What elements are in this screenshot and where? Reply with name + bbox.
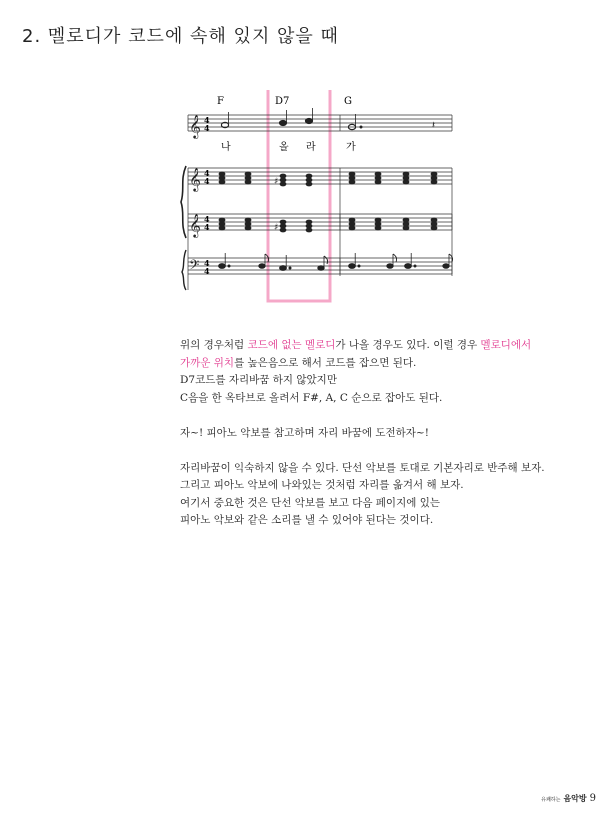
text-segment: 그리고 피아노 악보에 나와있는 것처럼 자리를 옮겨서 해 보자.	[180, 479, 464, 491]
rest-icon: 𝄽	[432, 120, 436, 131]
piano-staff-middle	[188, 214, 452, 230]
text-line	[180, 495, 560, 513]
text-line	[180, 460, 560, 478]
time-signature: 4	[204, 168, 210, 178]
bass-clef-icon: 𝄢	[189, 257, 200, 276]
time-signature: 4	[204, 258, 210, 268]
time-signature: 4	[204, 115, 210, 125]
body-text	[180, 337, 560, 530]
page-heading: 2. 멜로디가 코드에 속해 있지 않을 때	[22, 26, 339, 47]
text-segment: 여기서 중요한 것은 단선 악보를 보고 다음 페이지에 있는	[180, 496, 440, 509]
time-signature: 4	[204, 266, 210, 276]
text-line	[180, 372, 560, 390]
text-line	[180, 425, 560, 443]
time-signature: 4	[204, 176, 210, 186]
chord-symbol: F	[217, 96, 224, 107]
page-number: 9	[589, 793, 596, 804]
chord-symbol: D7	[275, 96, 290, 107]
sheet-music	[180, 90, 460, 310]
text-line	[180, 337, 560, 355]
treble-clef-icon: 𝄞	[189, 213, 201, 237]
text-segment: 위의 경우처럼	[180, 339, 248, 351]
lyric: 라	[306, 142, 316, 153]
text-segment: C음을 한 옥타브로 올려서 F#, A, C 순으로 잡아도 된다.	[180, 391, 443, 404]
highlighted-text: 가까운 위치	[180, 356, 235, 369]
highlighted-text: 멜로디에서	[480, 339, 532, 351]
text-segment: 자~! 피아노 악보를 참고하며 자리 바꿈에 도전하자~!	[180, 426, 429, 439]
lyric: 나	[221, 142, 231, 153]
text-segment: 피아노 악보와 같은 소리를 낼 수 있어야 된다는 것이다.	[180, 514, 434, 526]
text-line	[180, 355, 560, 373]
lyric: 올	[279, 142, 289, 153]
system-brace	[182, 250, 186, 290]
text-segment: 를 높은음으로 해서 코드를 잡으면 된다.	[234, 356, 417, 369]
footer-tagline: 유쾌하는	[541, 797, 561, 803]
text-segment: 자리바꿈이 익숙하지 않을 수 있다. 단선 악보를 토대로 기본자리로 반주해 보자.	[180, 461, 545, 474]
system-brace	[181, 166, 186, 238]
sharp-icon: ♯	[274, 223, 279, 233]
text-segment: 가 나올 경우도 있다. 이럴 경우	[335, 339, 481, 351]
treble-clef-icon: 𝄞	[189, 167, 201, 191]
text-line	[180, 477, 560, 495]
text-segment: D7코드를 자리바꿈 하지 않았지만	[180, 374, 337, 386]
footer-brand: 음악방	[563, 794, 587, 803]
lyric: 가	[346, 142, 356, 153]
time-signature: 4	[204, 214, 210, 224]
treble-clef-icon: 𝄞	[189, 114, 201, 138]
text-line	[180, 390, 560, 408]
text-line	[180, 512, 560, 530]
sharp-icon: ♯	[274, 177, 279, 187]
time-signature: 4	[204, 222, 210, 232]
paragraph-gap	[180, 442, 560, 460]
time-signature: 4	[204, 123, 210, 133]
page-footer	[541, 793, 596, 804]
paragraph-gap	[180, 407, 560, 425]
chord-symbol: G	[344, 96, 352, 107]
piano-staff-upper	[188, 168, 452, 290]
highlighted-text: 코드에 없는 멜로디	[247, 339, 336, 351]
